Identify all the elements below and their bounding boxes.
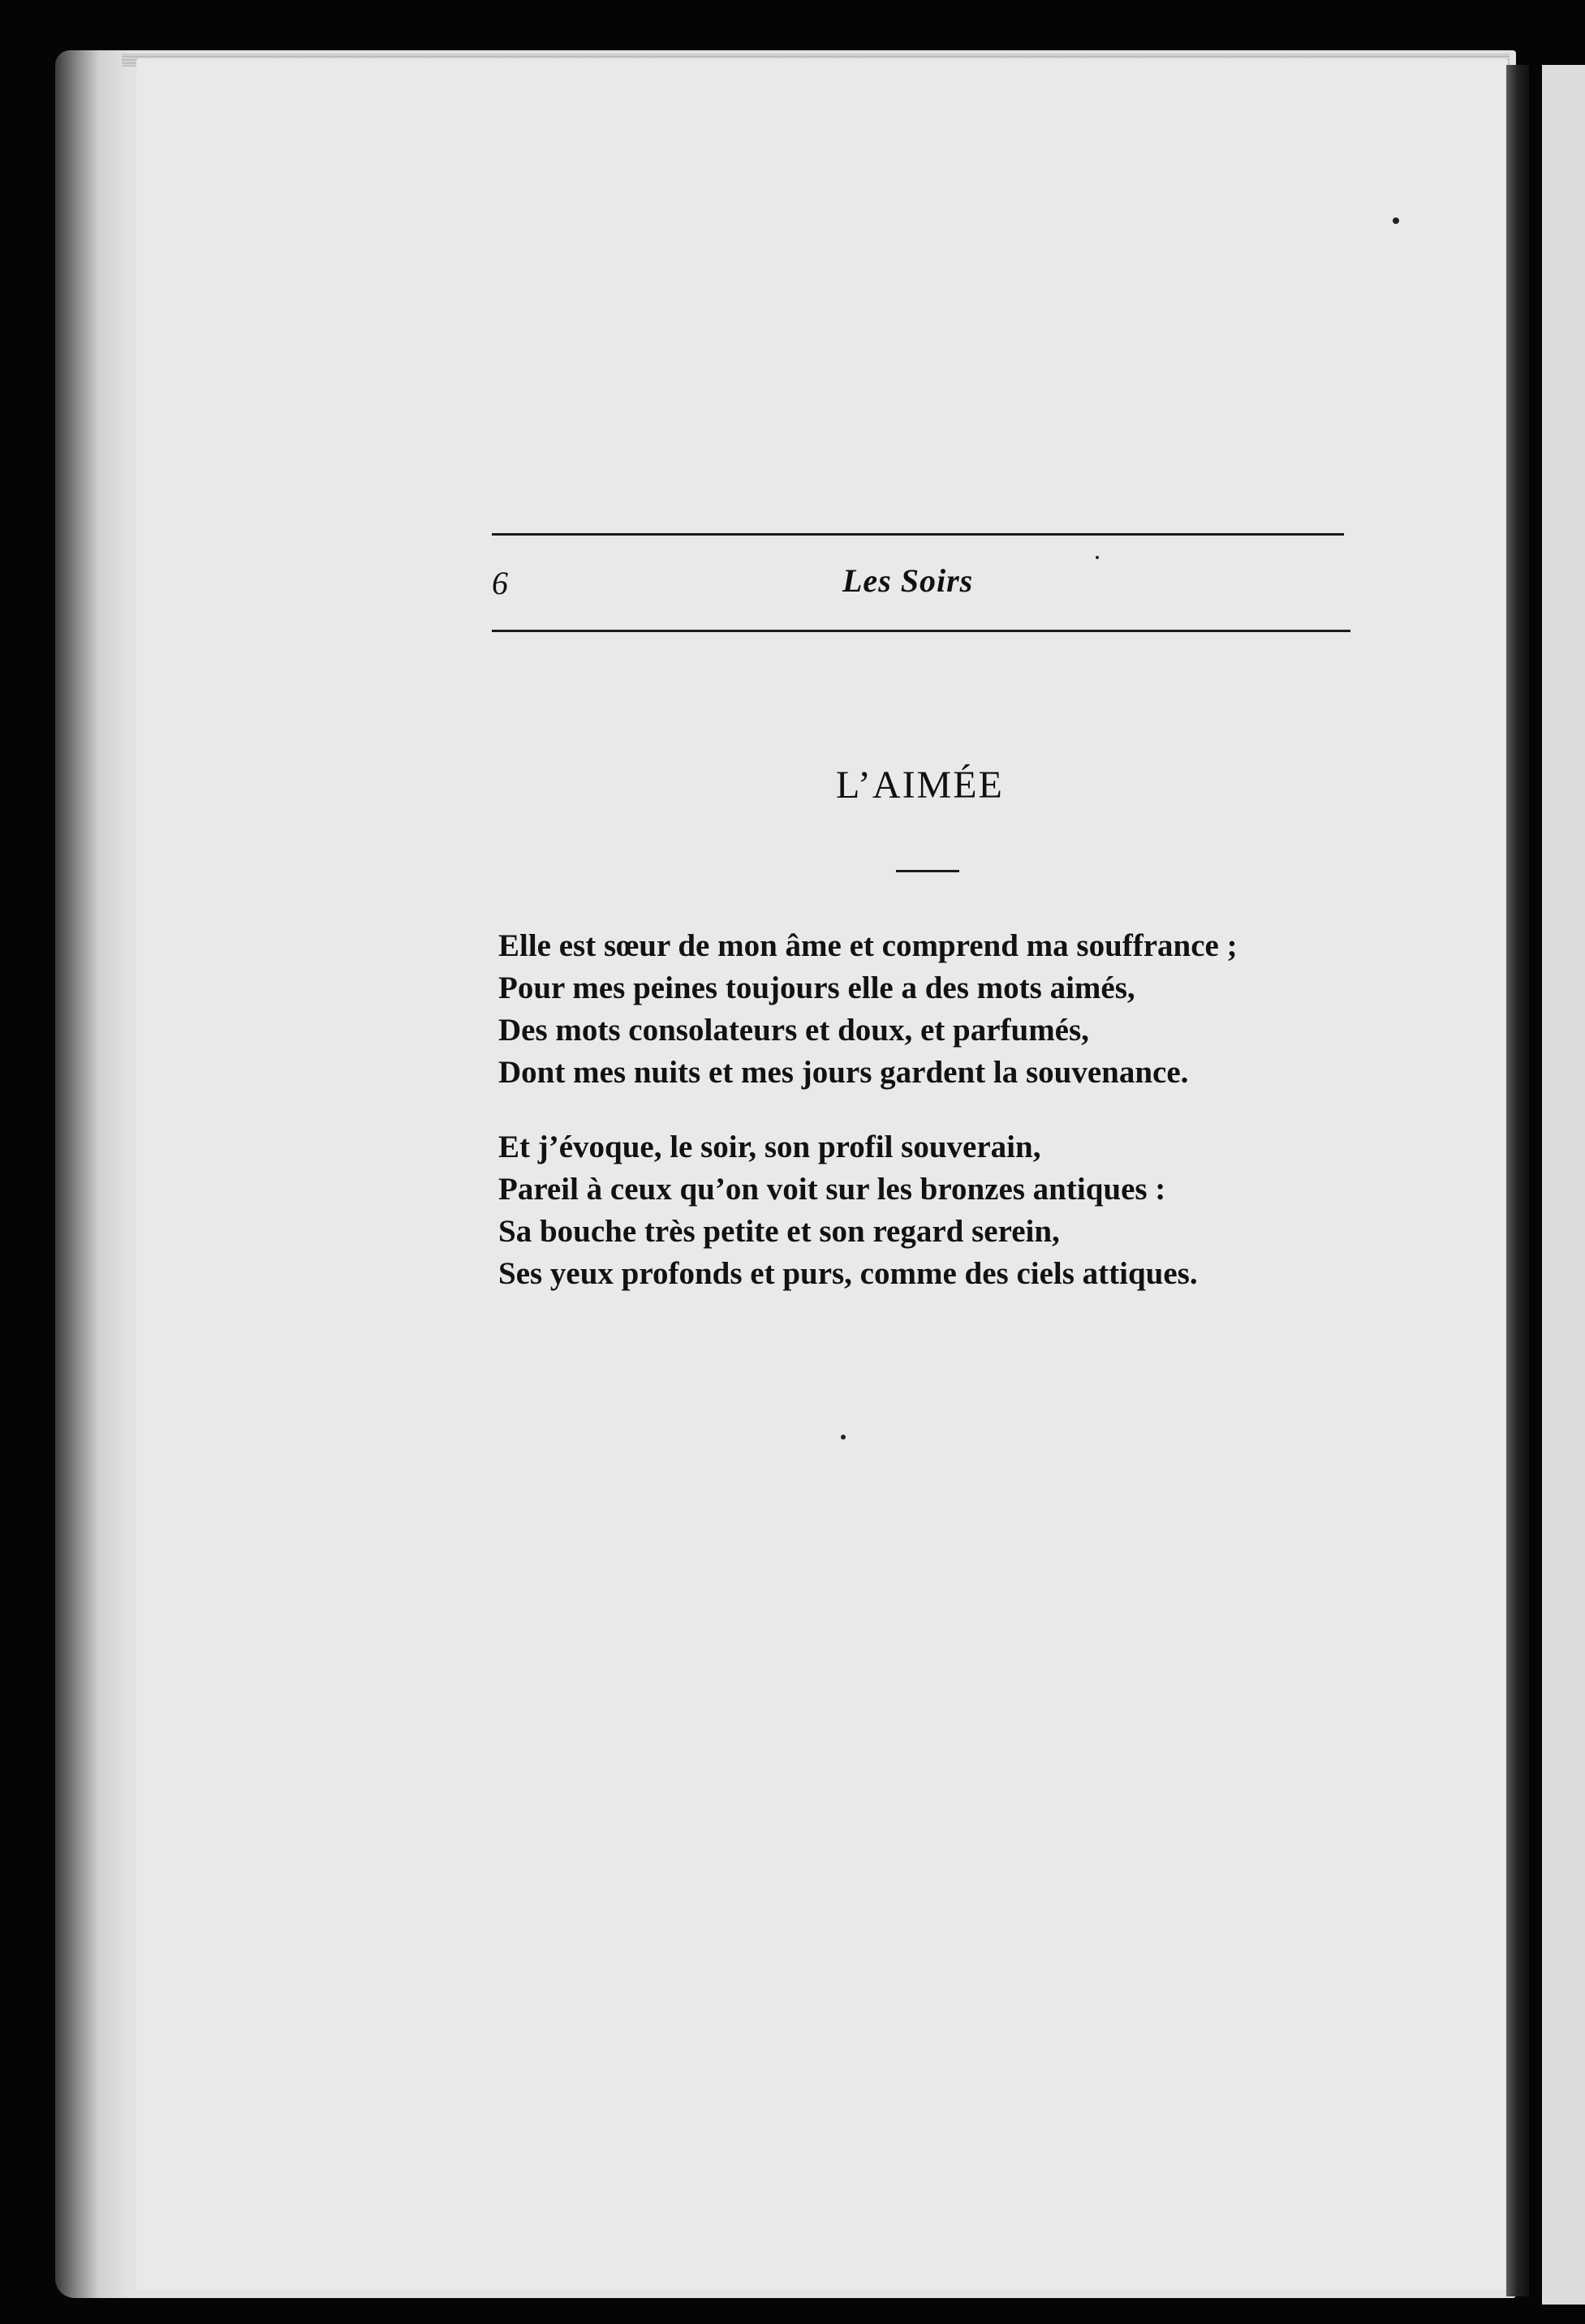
running-title: Les Soirs [842,562,974,599]
verse-line: Des mots consolateurs et doux, et parfumés, [498,1013,1089,1048]
print-speck [1393,217,1399,224]
verse-line: Dont mes nuits et mes jours gardent la souvenance. [498,1055,1189,1090]
verse-line: Pareil à ceux qu’on voit sur les bronzes antiques : [498,1172,1166,1207]
stanza-2 [498,1126,1198,1295]
verse-line: Elle est sœur de mon âme et comprend ma souffrance ; [498,928,1238,963]
verse-line: Pour mes peines toujours elle a des mots aimés, [498,970,1135,1005]
page-number: 6 [492,565,508,601]
header-rule-top [492,533,1344,536]
stanza-1 [498,925,1238,1094]
verse-line: Ses yeux profonds et purs, comme des ciels attiques. [498,1256,1198,1291]
print-speck [1096,556,1099,559]
poem-title: L’AIMÉE [836,764,1004,807]
title-ornament-dash [896,870,959,872]
print-speck [841,1435,846,1440]
verse-line: Et j’évoque, le soir, son profil souverain, [498,1130,1041,1164]
verse-line: Sa bouche très petite et son regard serein, [498,1214,1060,1249]
page-gutter-shadow [1506,65,1529,2296]
header-rule-bottom [492,630,1350,632]
facing-page-edge [1542,65,1585,2305]
